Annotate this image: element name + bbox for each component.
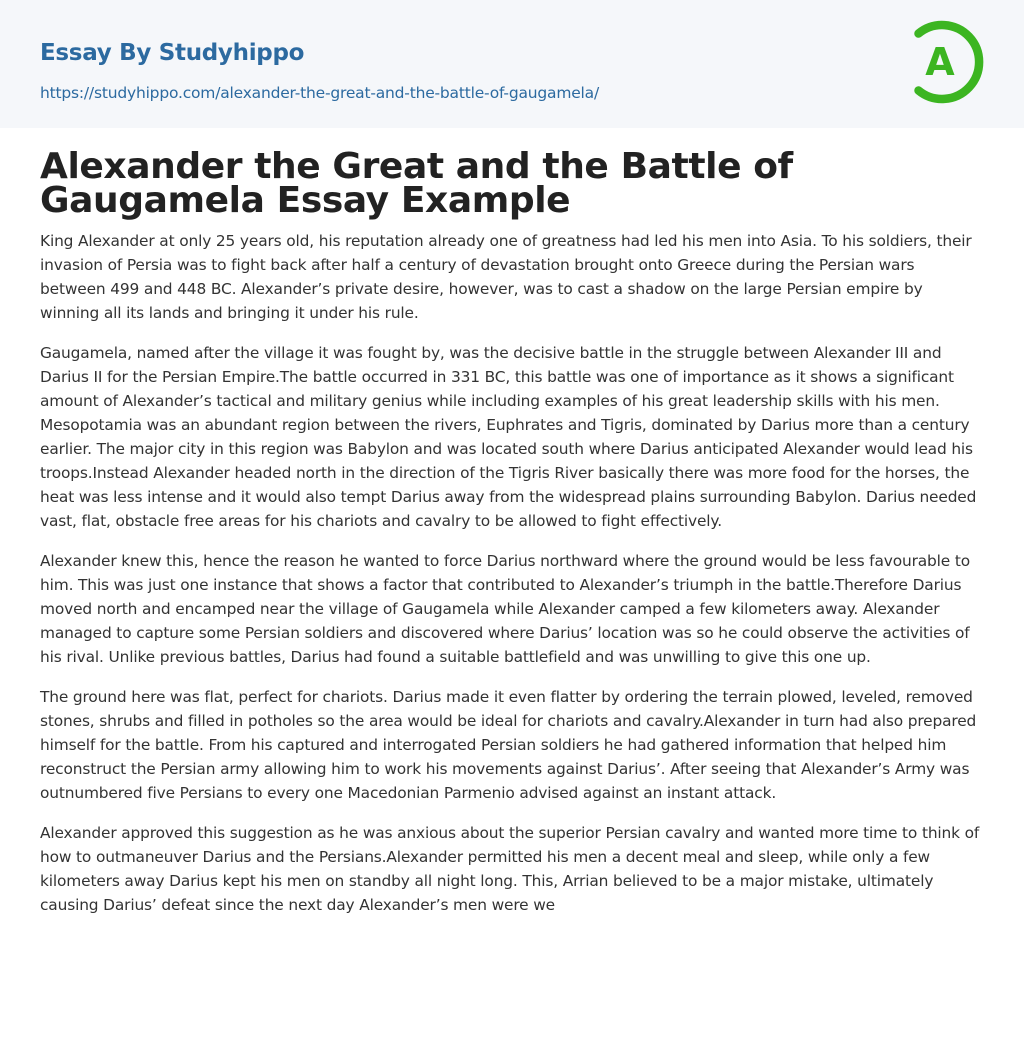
- essay-body: [40, 229, 984, 917]
- essay-paragraph: Alexander knew this, hence the reason he wanted to force Darius northward where the ground would be less favourable to him. This was just one instance that shows a factor that contributed to Alexander’s triumph in the battle.Therefore Darius moved north and encamped near the village of Gaugamela while Alexander camped a few kilometers away. Alexander managed to capture some Persian soldiers and discovered where Darius’ location was so he could observe the activities of his rival. Unlike previous battles, Darius had found a suitable battlefield and was unwilling to give this one up.: [40, 552, 970, 666]
- essay-paragraph: King Alexander at only 25 years old, his reputation already one of greatness had led his men into Asia. To his soldiers, their invasion of Persia was to fight back after half a century of devastation brought onto Greece during the Persian wars between 499 and 448 BC. Alexander’s private desire, however, was to cast a shadow on the large Persian empire by winning all its lands and bringing it under his rule.: [40, 232, 972, 322]
- source-url-link[interactable]: https://studyhippo.com/alexander-the-great-and-the-battle-of-gaugamela/: [40, 84, 599, 102]
- essay-title: Alexander the Great and the Battle of Gaugamela Essay Example: [40, 146, 793, 221]
- brand-title: Essay By Studyhippo: [40, 40, 305, 66]
- essay-content: [0, 128, 1024, 917]
- logo-letter: A: [925, 40, 955, 84]
- essay-paragraph: Alexander approved this suggestion as he was anxious about the superior Persian cavalry and wanted more time to think of how to outmaneuver Darius and the Persians.Alexander permitted his men a decent meal and sleep, while only a few kilometers away Darius kept his men on standby all night long. This, Arrian believed to be a major mistake, ultimately causing Darius’ defeat since the next day Alexander’s men were we: [40, 824, 980, 914]
- essay-paragraph: The ground here was flat, perfect for chariots. Darius made it even flatter by ordering the terrain plowed, leveled, removed stones, shrubs and filled in potholes so the area would be ideal for chariots and cavalry.Alexander in turn had also prepared himself for the battle. From his captured and interrogated Persian soldiers he had gathered information that helped him reconstruct the Persian army allowing him to work his movements against Darius’. After seeing that Alexander’s Army was outnumbered five Persians to every one Macedonian Parmenio advised against an instant attack.: [40, 688, 977, 802]
- logo-ring-icon: [910, 18, 988, 106]
- studyhippo-logo[interactable]: [910, 18, 988, 106]
- essay-paragraph: Gaugamela, named after the village it was fought by, was the decisive battle in the struggle between Alexander III and Darius II for the Persian Empire.The battle occurred in 331 BC, this battle was one of importance as it shows a significant amount of Alexander’s tactical and military genius while including examples of his great leadership skills with his men. Mesopotamia was an abundant region between the rivers, Euphrates and Tigris, dominated by Darius more than a century earlier. The major city in this region was Babylon and was located south where Darius anticipated Alexander would lead his troops.Instead Alexander headed north in the direction of the Tigris River basically there was more food for the horses, the heat was less intense and it would also tempt Darius away from the widespread plains surrounding Babylon. Darius needed vast, flat, obstacle free areas for his chariots and cavalry to be allowed to fight effectively.: [40, 344, 977, 530]
- site-header: [0, 0, 1024, 128]
